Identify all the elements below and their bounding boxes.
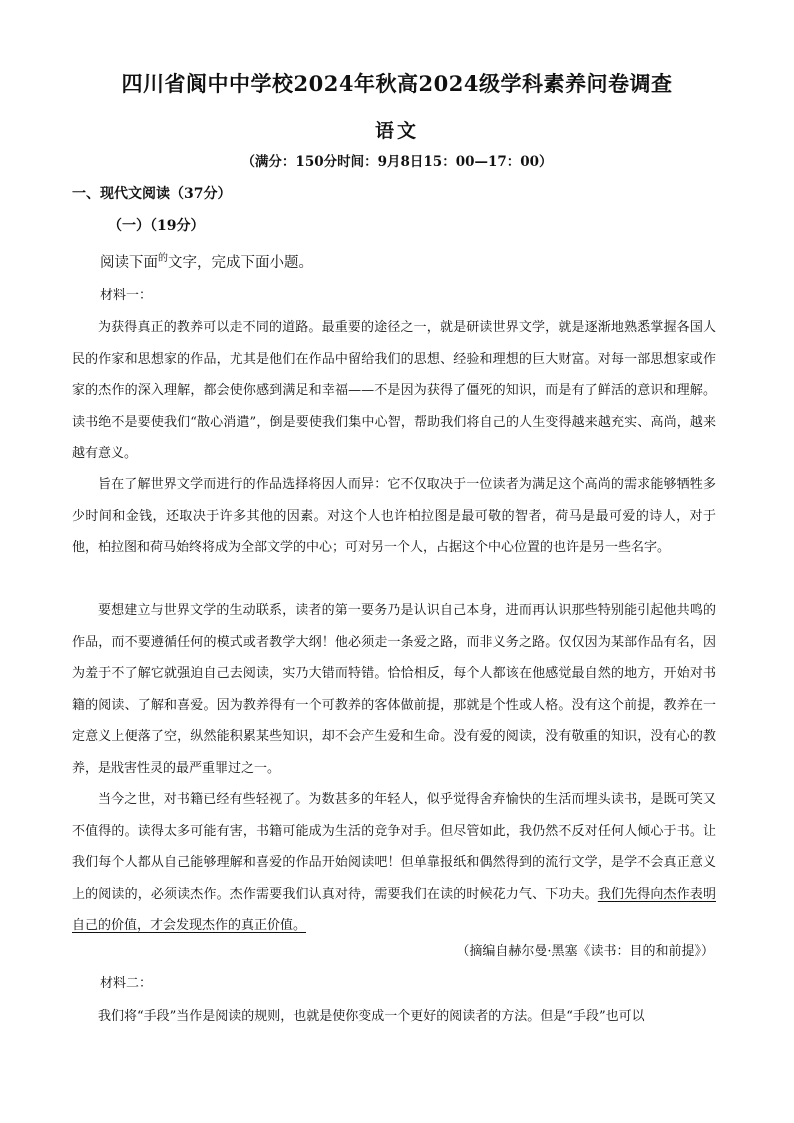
instruction-text-1: 阅读下面 bbox=[100, 255, 158, 271]
material-2-paragraph-1: 我们将“手段”当作是阅读的规则，也就是使你变成一个更好的阅读者的方法。但是“手段”也可以 bbox=[98, 1009, 645, 1024]
section-heading: 一、现代文阅读（37分） bbox=[72, 186, 232, 202]
subject-heading: 语文 bbox=[374, 120, 419, 142]
instruction-superscript: 的 bbox=[158, 253, 168, 264]
source-citation: （摘编自赫尔曼·黑塞《读书：目的和前提》） bbox=[456, 944, 714, 959]
paragraph-4-text: 当今之世，对书籍已经有些轻视了。为数甚多的年轻人，似乎觉得舍弃愉快的生活而埋头读书，是既可笑又不值得的。读得太多可能有害，书籍可能成为生活的竞争对手。但尽管如此，我仍然不反对任何人倾心于书。让我们每个人都从自己能够理解和喜爱的作品开始阅读吧！但单靠报纸和偶然得到的流行文学，是学不会真正意义上的阅读的，必须读杰作。杰作需要我们认真对待，需要我们在读的时候花力气、下功夫。 bbox=[72, 792, 716, 902]
material-1-paragraph-4 bbox=[72, 784, 716, 942]
underlined-sentence: 我们先得向杰作表明自己的价值，才会发现杰作的真正价值。 bbox=[72, 886, 716, 933]
subsection-heading: （一）（19分） bbox=[108, 218, 205, 234]
material-1-label: 材料一： bbox=[100, 288, 153, 303]
page-title: 四川省阆中中学校2024年秋高2024级学科素养问卷调查 bbox=[121, 71, 673, 96]
material-1-paragraph-1: 为获得真正的教养可以走不同的道路。最重要的途径之一，就是研读世界文学，就是逐渐地熟悉掌握各国人民的作家和思想家的作品，尤其是他们在作品中留给我们的思想、经验和理想的巨大财富。对每一部思想家或作家的杰作的深入理解，都会使你感到满足和幸福——不是因为获得了僵死的知识，而是有了鲜活的意识和理解。读书绝不是要使我们“散心消遣”，倒是要使我们集中心智，帮助我们将自己的人生变得越来越充实、高尚，越来越有意义。 bbox=[72, 320, 716, 461]
material-1-paragraph-2: 旨在了解世界文学而进行的作品选择将因人而异：它不仅取决于一位读者为满足这个高尚的需求能够牺牲多少时间和金钱，还取决于许多其他的因素。对这个人也许柏拉图是最可敬的智者，荷马是最可爱的诗人，对于他，柏拉图和荷马始终将成为全部文学的中心；可对另一个人，占据这个中心位置的也许是另一些名字。 bbox=[72, 477, 716, 555]
material-1-paragraph-3: 要想建立与世界文学的生动联系，读者的第一要务乃是认识自己本身，进而再认识那些特别能引起他共鸣的作品，而不要遵循任何的模式或者教学大纲！他必须走一条爱之路，而非义务之路。仅仅因为某部作品有名，因为羞于不了解它就强迫自己去阅读，实乃大错而特错。恰恰相反，每个人都该在他感觉最自然的地方，开始对书籍的阅读、了解和喜爱。因为教养得有一个可教养的客体做前提，那就是个性或人格。没有这个前提，教养在一定意义上便落了空，纵然能积累某些知识，却不会产生爱和生命。没有爱的阅读，没有敬重的知识，没有心的教养，是戕害性灵的最严重罪过之一。 bbox=[72, 603, 716, 776]
instruction-text-2: 文字，完成下面小题。 bbox=[168, 255, 313, 271]
reading-instruction bbox=[100, 249, 313, 272]
exam-info: （满分：150分时间：9月8日15：00—17：00） bbox=[241, 154, 553, 170]
material-2-label: 材料二： bbox=[100, 976, 153, 991]
